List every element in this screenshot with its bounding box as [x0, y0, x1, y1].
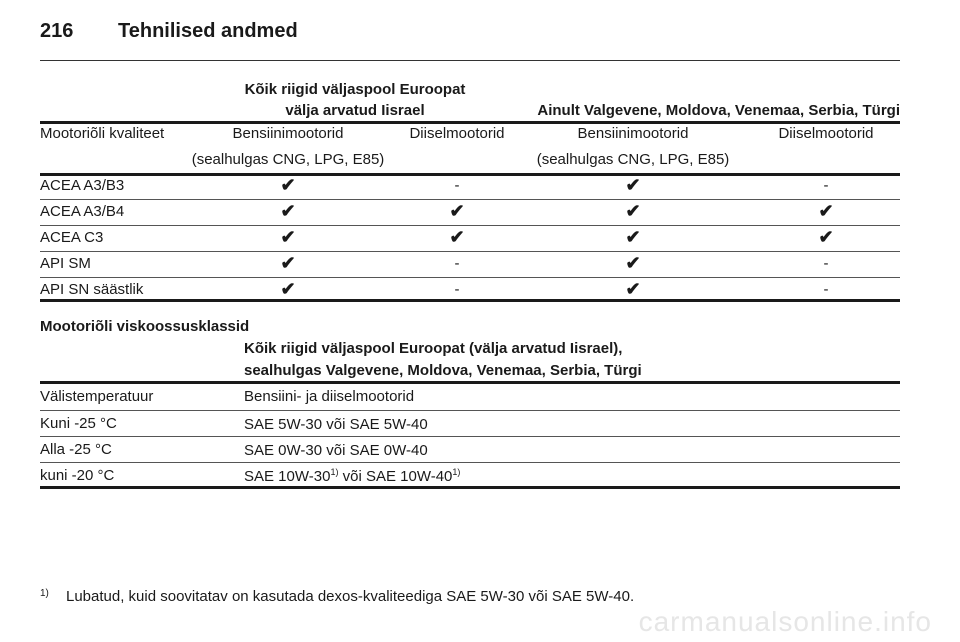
page-header — [40, 20, 900, 44]
temperature-cell: kuni -20 °C — [40, 467, 115, 484]
check-cell: ✔ — [280, 253, 296, 273]
row-label: ACEA A3/B4 — [40, 203, 125, 220]
dash-cell: - — [823, 281, 829, 298]
viscosity-subheader-line1: Kõik riigid väljaspool Euroopat (välja arvatud Iisrael), — [244, 340, 623, 357]
row-divider — [40, 199, 900, 200]
check-cell: ✔ — [625, 253, 641, 273]
row-divider — [40, 410, 900, 411]
footnote-text: Lubatud, kuid soovitatav on kasutada dexos-kvaliteediga SAE 5W-30 või SAE 5W-40. — [66, 588, 635, 605]
dash-cell: - — [454, 177, 460, 194]
check-cell: ✔ — [280, 279, 296, 299]
check-cell: ✔ — [280, 201, 296, 221]
temperature-cell: Alla -25 °C — [40, 441, 112, 458]
column-header-petrol-2: Bensiinimootorid — [577, 125, 689, 142]
footnote-mark: 1) — [40, 588, 49, 599]
check-cell: ✔ — [625, 279, 641, 299]
check-cell: ✔ — [818, 227, 834, 247]
check-cell: ✔ — [449, 227, 465, 247]
check-cell: ✔ — [625, 227, 641, 247]
column-header-diesel-2: Diiselmootorid — [778, 125, 874, 142]
row-divider — [40, 462, 900, 463]
table-rule — [40, 486, 900, 489]
viscosity-subheader-line2: sealhulgas Valgevene, Moldova, Venemaa, Serbia, Türgi — [244, 362, 642, 379]
table-rule — [40, 299, 900, 302]
group-header-outside-europe: Kõik riigid väljaspool Euroopat välja arvatud Iisrael — [244, 81, 466, 119]
row-label: API SM — [40, 255, 91, 272]
row-divider — [40, 251, 900, 252]
page-title: Tehnilised andmed — [118, 20, 298, 42]
page-number: 216 — [40, 20, 74, 42]
row-label: ACEA A3/B3 — [40, 177, 125, 194]
dash-cell: - — [823, 177, 829, 194]
check-cell: ✔ — [625, 175, 641, 195]
dash-cell: - — [454, 281, 460, 298]
watermark: carmanualsonline.info — [638, 606, 932, 637]
row-label: ACEA C3 — [40, 229, 104, 246]
row-divider — [40, 225, 900, 226]
oil-grade-cell: SAE 5W-30 või SAE 5W-40 — [244, 416, 428, 433]
oil-grade-cell: SAE 10W-30$^{1)}$ või SAE 10W-40$^{1)}$ — [244, 467, 461, 485]
temperature-cell: Kuni -25 °C — [40, 415, 117, 432]
row-label: API SN säästlik — [40, 281, 144, 298]
column-note-petrol-2: (sealhulgas CNG, LPG, E85) — [536, 151, 730, 168]
table-rule — [40, 121, 900, 124]
row-divider — [40, 277, 900, 278]
dash-cell: - — [454, 255, 460, 272]
row-divider — [40, 436, 900, 437]
column-header-petrol-1: Bensiinimootorid — [232, 125, 344, 142]
column-header-diesel-1: Diiselmootorid — [409, 125, 505, 142]
group-header-selected-countries: Ainult Valgevene, Moldova, Venemaa, Serbia, Türgi — [537, 102, 900, 119]
header-divider — [40, 60, 900, 61]
check-cell: ✔ — [818, 201, 834, 221]
column-note-petrol-1: (sealhulgas CNG, LPG, E85) — [191, 151, 385, 168]
check-cell: ✔ — [280, 175, 296, 195]
oil-grade-cell: SAE 0W-30 või SAE 0W-40 — [244, 442, 428, 459]
column-header-engines: Bensiini- ja diiselmootorid — [244, 388, 415, 405]
section-title: Mootoriõli viskoossusklassid — [40, 318, 250, 335]
check-cell: ✔ — [625, 201, 641, 221]
table-rule — [40, 173, 900, 176]
check-cell: ✔ — [449, 201, 465, 221]
column-header-temperature: Välistemperatuur — [40, 388, 154, 405]
dash-cell: - — [823, 255, 829, 272]
check-cell: ✔ — [280, 227, 296, 247]
table-rule — [40, 381, 900, 384]
column-header-quality: Mootoriõli kvaliteet — [40, 125, 165, 142]
